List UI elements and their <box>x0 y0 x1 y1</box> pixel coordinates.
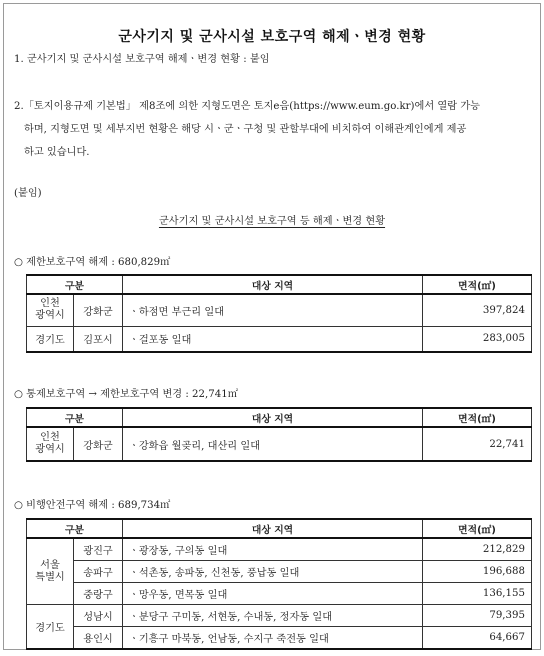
size-cell: 79,395 <box>423 605 532 627</box>
item-2-line-2: 하며, 지형도면 및 세부지번 현황은 해당 시ㆍ군ㆍ구청 및 관할부대에 비치하여 이해관계인에게 제공 <box>24 124 467 135</box>
city-cell: 용인시 <box>74 627 123 650</box>
col-category: 구분 <box>27 275 123 294</box>
section-2-table <box>26 407 532 462</box>
region-text: 인천 광역시 <box>35 432 65 455</box>
size-cell: 283,005 <box>423 326 532 352</box>
city-cell: 성남시 <box>74 605 123 627</box>
document-title: 군사기지 및 군사시설 보호구역 해제ㆍ변경 현황 <box>118 29 426 45</box>
table-header-row <box>27 275 532 294</box>
item-2-line-3: 하고 있습니다. <box>24 147 90 158</box>
area-cell: ㆍ석촌동, 송파동, 신천동, 풍납동 일대 <box>123 561 423 583</box>
area-cell: ㆍ분당구 구미동, 서현동, 수내동, 정자동 일대 <box>123 605 423 627</box>
table-header-row <box>27 408 532 427</box>
col-size: 면적(㎡) <box>423 408 532 427</box>
size-cell: 136,155 <box>423 583 532 605</box>
area-cell: ㆍ걸포동 일대 <box>123 326 423 352</box>
region-text: 서울 특별시 <box>35 559 65 583</box>
item-1: 1. 군사기지 및 군사시설 보호구역 해제ㆍ변경 현황 : 붙임 <box>14 54 270 65</box>
region-cell <box>27 427 74 461</box>
attachment-label: (붙임) <box>14 188 42 199</box>
col-size: 면적(㎡) <box>423 519 532 538</box>
region-cell: 경기도 <box>27 326 74 352</box>
size-cell: 397,824 <box>423 294 532 326</box>
size-cell: 22,741 <box>423 427 532 461</box>
section-3-table <box>26 518 532 650</box>
item-2-line-1: 2.「토지이용규제 기본법」 제8조에 의한 지형도면은 토지e음(https://www.eum.go.kr)에서 열람 가능 <box>14 101 481 112</box>
area-cell: ㆍ하점면 부근리 일대 <box>123 294 423 326</box>
region-text: 인천 광역시 <box>35 298 65 322</box>
table-row <box>27 561 532 583</box>
region-cell <box>27 538 74 605</box>
area-cell: ㆍ강화읍 월곶리, 대산리 일대 <box>123 427 423 461</box>
area-cell: ㆍ망우동, 면목동 일대 <box>123 583 423 605</box>
col-category: 구분 <box>27 519 123 538</box>
col-area: 대상 지역 <box>123 275 423 294</box>
city-cell: 김포시 <box>74 326 123 352</box>
attachment-subtitle <box>4 212 540 227</box>
city-cell: 광진구 <box>74 538 123 561</box>
table-row <box>27 326 532 352</box>
table-header-row <box>27 519 532 538</box>
section-1-heading: ○ 제한보호구역 해제 : 680,829㎡ <box>14 257 171 268</box>
table-row <box>27 427 532 461</box>
table-row <box>27 538 532 561</box>
area-cell: ㆍ광장동, 구의동 일대 <box>123 538 423 561</box>
table-row <box>27 627 532 650</box>
section-3-heading: ○ 비행안전구역 해제 : 689,734㎡ <box>14 500 171 511</box>
region-cell: 경기도 <box>27 605 74 650</box>
col-category: 구분 <box>27 408 123 427</box>
size-cell: 196,688 <box>423 561 532 583</box>
section-1-table <box>26 274 532 353</box>
table-row <box>27 605 532 627</box>
document-page <box>3 3 541 650</box>
col-size: 면적(㎡) <box>423 275 532 294</box>
col-area: 대상 지역 <box>123 519 423 538</box>
region-cell <box>27 294 74 326</box>
section-2-heading: ○ 통제보호구역 → 제한보호구역 변경 : 22,741㎡ <box>14 389 238 400</box>
city-cell: 강화군 <box>74 427 123 461</box>
city-cell: 중랑구 <box>74 583 123 605</box>
city-cell: 송파구 <box>74 561 123 583</box>
col-area: 대상 지역 <box>123 408 423 427</box>
table-row <box>27 583 532 605</box>
area-cell: ㆍ기흥구 마북동, 언남동, 수지구 죽전동 일대 <box>123 627 423 650</box>
city-cell: 강화군 <box>74 294 123 326</box>
size-cell: 212,829 <box>423 538 532 561</box>
table-row <box>27 294 532 326</box>
size-cell: 64,667 <box>423 627 532 650</box>
attachment-subtitle-text: 군사기지 및 군사시설 보호구역 등 해제ㆍ변경 현황 <box>158 216 386 227</box>
